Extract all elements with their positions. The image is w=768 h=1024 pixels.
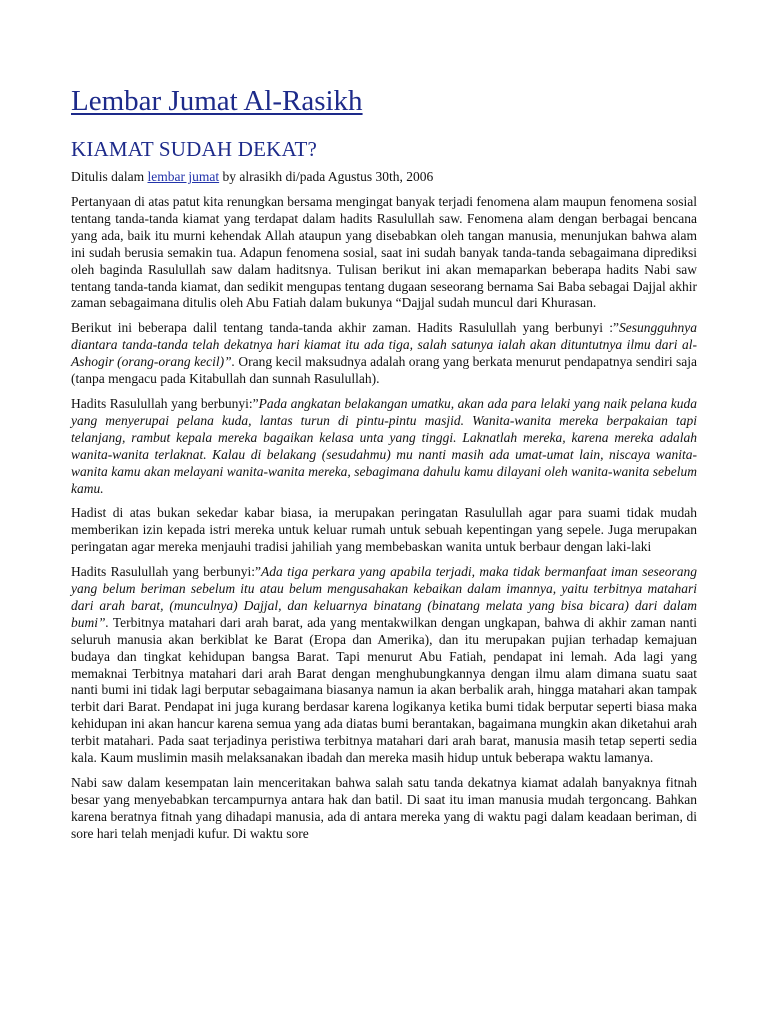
post-paragraph [71, 564, 697, 767]
post-paragraph [71, 505, 697, 556]
post-meta [71, 168, 697, 185]
paragraph-lead: Hadits Rasulullah yang berbunyi:” [71, 395, 259, 411]
paragraph-lead: Berikut ini beberapa dalil tentang tanda-tanda akhir zaman. Hadits Rasulullah yang berbunyi :” [71, 320, 619, 336]
post-paragraph [71, 396, 697, 497]
hadith-quote: Ada tiga perkara yang apabila terjadi, maka tidak bermanfaat iman seseorang yang belum beriman sebelum itu atau belum mengusahakan kebaikan dalam imannya, yaitu terbitnya matahari dari arah barat, (munculnya) Dajjal, dan keluarnya binatang (binatang melata yang bisa bicara) dari dalam bumi”. [71, 564, 697, 630]
blog-header [71, 84, 697, 136]
post-meta-suffix: by alrasikh di/pada Agustus 30th, 2006 [219, 169, 434, 184]
category-link[interactable]: lembar jumat [147, 169, 220, 184]
post-paragraph [71, 320, 697, 388]
post-paragraph [71, 775, 697, 843]
hadith-quote: Sesungguhnya diantara tanda-tanda telah dekatnya hari kiamat itu ada tiga, salah satunya ialah akan dituntutnya ilmu dari al-Ashogir (orang-orang kecil)”. [71, 320, 697, 370]
blog-title-link[interactable]: Lembar Jumat Al-Rasikh [71, 85, 363, 117]
paragraph-tail: Terbitnya matahari dari arah barat, ada yang mentakwilkan dengan ungkapan, bahwa di akhir zaman nanti seluruh manusia akan berkiblat ke Barat (Eropa dan Amerika), dan itu merupakan pujian terhadap kemajuan budaya dan tingkat kehidupan bangsa Barat. Tapi menurut Abu Fatiah, pendapat ini lemah. Ada lagi yang memaknai Terbitnya matahari dari arah Barat dengan menghubungkannya dengan ilmu alam dimana suatu saat nanti bumi ini tidak lagi berputar sebagaimana biasanya namun ia akan berbalik arah, hingga matahari akan tampak terbit dari Barat. Pendapat ini juga kurang berdasar karena logikanya ketika bumi tidak berputar seperti biasa maka kehidupan ini akan hancur karena semua yang ada diatas bumi berantakan, bagaimana mungkin akan diketahui arah terbit matahari. Pada saat terjadinya peristiwa terbitnya matahari dari arah barat, manusia masih tetap seperti sedia kala. Kaum muslimin masih melaksanakan ibadah dan mereka masih hidup untuk beberapa waktu lamanya. [71, 614, 698, 766]
hadith-quote: Pada angkatan belakangan umatku, akan ada para lelaki yang naik pelana kuda yang menyerupai pelana kuda, lantas turun di pintu-pintu masjid. Wanita-wanita mereka berpakaian tapi telanjang, rambut kepala mereka bagaikan kelasa unta yang tinggi. Laknatlah mereka, karena mereka adalah wanita-wanita terlaknat. Kalau di belakang (sesudahmu) mu nanti masih ada umat-umat lain, niscaya wanita-wanita kamu akan melayani wanita-wanita mereka, sebagimana dahulu kamu dilayani oleh wanita-wanita sebelum kamu. [71, 395, 697, 496]
post-paragraph [71, 194, 697, 312]
blog-post [71, 136, 697, 843]
paragraph-text: Nabi saw dalam kesempatan lain menceritakan bahwa salah satu tanda dekatnya kiamat adalah banyaknya fitnah besar yang menyebabkan tercampurnya antara hak dan batil. Di saat itu iman manusia mudah tergoncang. Bahkan karena beratnya fitnah yang dihadapi manusia, ada di antara mereka yang di waktu pagi dalam keadaan beriman, di sore hari telah menjadi kufur. Di waktu sore [71, 775, 697, 841]
paragraph-text: Pertanyaan di atas patut kita renungkan bersama mengingat banyak terjadi fenomena alam maupun fenomena sosial tentang tanda-tanda kiamat yang terdapat dalam hadits Rasulullah saw. Fenomena alam dengan berbagai bencana yang ada, baik itu murni kehendak Allah ataupun yang disebabkan oleh tangan manusia, menunjukan bahwa alam ini sudah berusia semakin tua. Adapun fenomena sosial, saat ini sudah banyak tanda-tanda sebagaimana diprediksi oleh baginda Rasulullah saw dalam haditsnya. Tulisan berikut ini akan memaparkan beberapa hadits Nabi saw tentang tanda-tanda kiamat, dan sedikit mengupas tentang dugaan seseorang bernama Sai Baba sebagai Dajjal akhir zaman sebagaimana ditulis oleh Abu Fatiah dalam bukunya “Dajjal sudah muncul dari Khurasan. [71, 194, 697, 311]
paragraph-lead: Hadits Rasulullah yang berbunyi:” [71, 564, 261, 580]
paragraph-text: Hadist di atas bukan sekedar kabar biasa, ia merupakan peringatan Rasulullah agar para suami tidak mudah memberikan izin kepada istri mereka untuk keluar rumah untuk sebuah kepentingan yang sepele. Juga merupakan peringatan agar mereka menjauhi tradisi jahiliah yang membebaskan wanita untuk berbaur dengan laki-laki [71, 505, 697, 555]
paragraph-tail: Orang kecil maksudnya adalah orang yang berkata menurut pendapatnya sendiri saja (tanpa mengacu pada Kitabullah dan sunnah Rasulullah). [71, 354, 698, 387]
post-meta-prefix: Ditulis dalam [71, 169, 148, 184]
post-title: KIAMAT SUDAH DEKAT? [71, 137, 318, 161]
